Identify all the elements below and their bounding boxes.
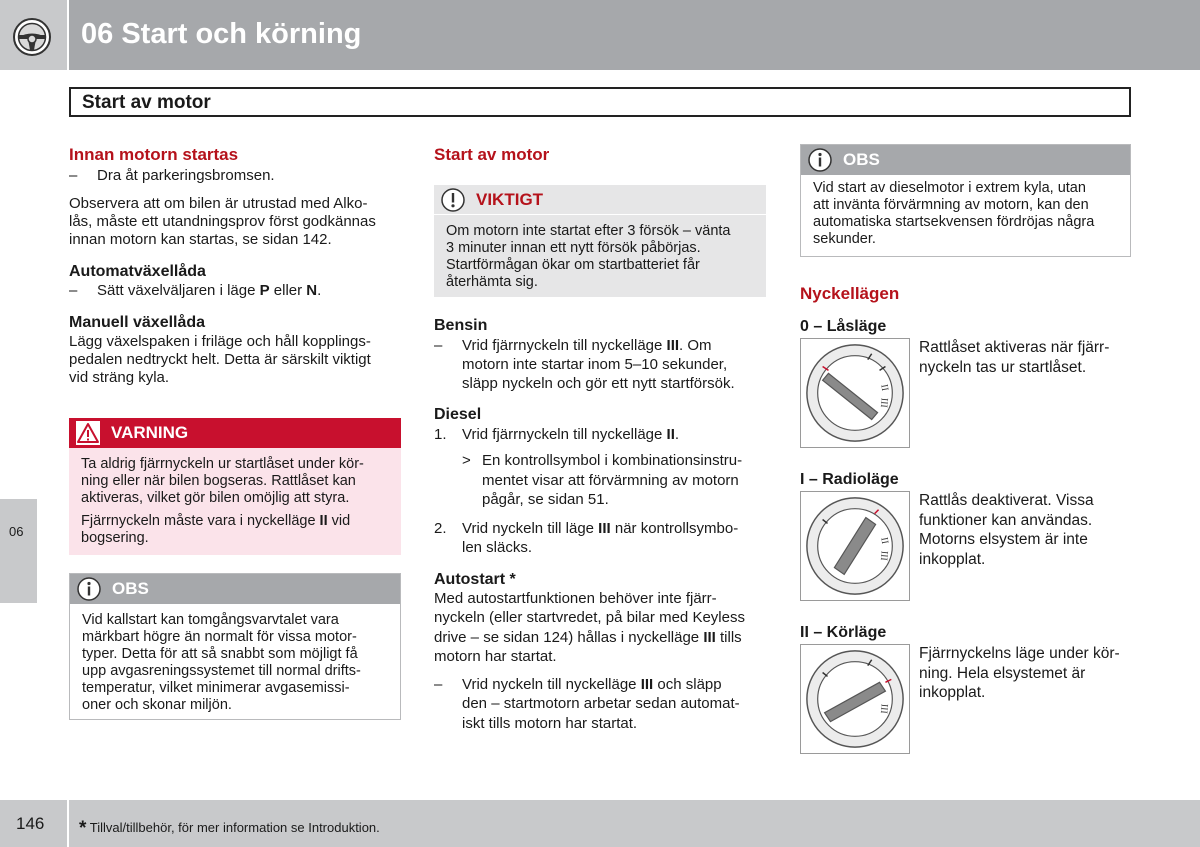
info-icon <box>77 577 101 601</box>
chapter-title: 06 Start och körning <box>81 18 362 50</box>
footer-star: * <box>79 818 87 839</box>
warning-label: VARNING <box>111 423 189 442</box>
heading-position-1: I – Radioläge <box>800 471 899 488</box>
heading-start-av-motor: Start av motor <box>434 145 550 164</box>
heading-automatvaxellada: Automatväxellåda <box>69 263 206 280</box>
svg-text:III: III <box>877 550 890 562</box>
obs-label: OBS <box>112 579 149 598</box>
svg-text:II: II <box>878 383 891 392</box>
heading-nyckellagen: Nyckellägen <box>800 284 900 303</box>
obs-label: OBS <box>843 150 880 169</box>
section-title: Start av motor <box>82 92 211 113</box>
section-title-box <box>69 87 1131 117</box>
warning-box-header <box>69 418 401 448</box>
obs-box-header <box>801 145 1130 175</box>
heading-bensin: Bensin <box>434 317 488 334</box>
list-item: 2. Vrid nyckeln till läge III när kontrollsymbo- len släcks. <box>434 519 739 556</box>
viktigt-body: Om motorn inte startat efter 3 försök – vänta 3 minuter innan ett nytt försök påbörjas. Startförmågan ökar om startbatteriet får återhämta sig. <box>434 215 766 297</box>
position-1-description: Rattlås deaktiverat. Vissa funktioner kan användas. Motorns elsystem är inte inkopplat. <box>919 492 1094 568</box>
paragraph-manuell: Lägg växelspaken i friläge och håll kopplings- pedalen nedtryckt helt. Detta är särskilt viktigt vid sträng kyla. <box>69 333 371 386</box>
page-number: 146 <box>16 814 45 833</box>
viktigt-box <box>434 185 766 297</box>
obs-box-diesel <box>800 144 1131 257</box>
list-item: – Sätt växelväljaren i läge P eller N. <box>69 282 322 299</box>
svg-text:II: II <box>878 536 891 545</box>
heading-diesel: Diesel <box>434 406 482 423</box>
svg-text:III: III <box>877 397 890 409</box>
heading-autostart: Autostart * <box>434 570 516 588</box>
svg-text:III: III <box>877 703 890 715</box>
viktigt-box-header <box>434 185 766 215</box>
list-item: > En kontrollsymbol i kombinationsinstru- mentet visar att förvärmning av motorn pågår, se sidan 51. <box>462 452 743 508</box>
warning-box <box>69 418 401 555</box>
obs-box-header <box>70 574 400 604</box>
column-2-top <box>434 146 766 164</box>
ignition-lock-position-0-image <box>800 338 910 448</box>
column-1 <box>69 146 401 387</box>
position-2-description: Fjärrnyckelns läge under kör- ning. Hela elsystemet är inkopplat. <box>919 645 1120 701</box>
exclamation-icon <box>441 188 465 212</box>
heading-position-2: II – Körläge <box>800 624 887 641</box>
side-tab-label: 06 <box>9 524 24 539</box>
obs-body: Vid start av dieselmotor i extrem kyla, utan att invänta förvärmning av motorn, kan den automatiska startsekvensen fördröjas några sekunder. <box>813 180 1095 247</box>
list-item: – Vrid fjärrnyckeln till nyckelläge III. Om motorn inte startar inom 5–10 sekunder, släpp nyckeln och gör ett nytt startförsök. <box>434 337 735 392</box>
obs-body: Vid kallstart kan tomgångsvarvtalet vara märkbart högre än normalt för vissa motor- typer. Detta för att så snabbt som möjligt få upp avgasreningssystemet till normal drifts- temperatur, vilket minimerar avgasemissi- oner och skonar miljön. <box>82 612 361 713</box>
list-item: – Dra åt parkeringsbromsen. <box>69 167 275 184</box>
heading-position-0: 0 – Låsläge <box>800 318 887 335</box>
chapter-side-tab <box>0 499 37 603</box>
footer-note <box>79 816 380 838</box>
heading-innan-motorn-startas: Innan motorn startas <box>69 145 239 164</box>
ignition-lock-position-II-image <box>800 644 910 754</box>
viktigt-label: VIKTIGT <box>476 190 544 209</box>
info-icon <box>808 148 832 172</box>
steering-wheel-icon <box>12 17 52 57</box>
list-item: 1. Vrid fjärrnyckeln till nyckelläge II. <box>434 426 680 443</box>
paragraph-alkolas: Observera att om bilen är utrustad med Alko- lås, måste ett utandningsprov först godkännas innan motorn kan startas, se sidan 142. <box>69 195 376 248</box>
footer-note-text: Tillval/tillbehör, för mer information se Introduktion. <box>89 820 380 835</box>
ignition-lock-position-I-image <box>800 491 910 601</box>
list-item: – Vrid nyckeln till nyckelläge III och släpp den – startmotorn arbetar sedan automat- iskt tills motorn har startat. <box>434 675 740 732</box>
warning-body: Ta aldrig fjärrnyckeln ur startlåset under kör- ning eller när bilen bogseras. Rattlåset kan aktiveras, vilket gör bilen omöjlig att styra. Fjärrnyckeln måste vara i nyckelläge II vid bogsering. <box>81 456 364 546</box>
paragraph-autostart: Med autostartfunktionen behöver inte fjärr- nyckeln (eller startvredet, på bilar med Keyless drive – se sidan 124) hållas i nyckelläge III tills motorn har startat. <box>434 589 745 665</box>
heading-manuell-vaxellada: Manuell växellåda <box>69 314 206 331</box>
warning-triangle-icon <box>76 421 100 445</box>
column-2-body <box>434 317 770 733</box>
position-0-description: Rattlåset aktiveras när fjärr- nyckeln tas ur startlåset. <box>919 339 1110 376</box>
obs-box-kallstart <box>69 573 401 720</box>
